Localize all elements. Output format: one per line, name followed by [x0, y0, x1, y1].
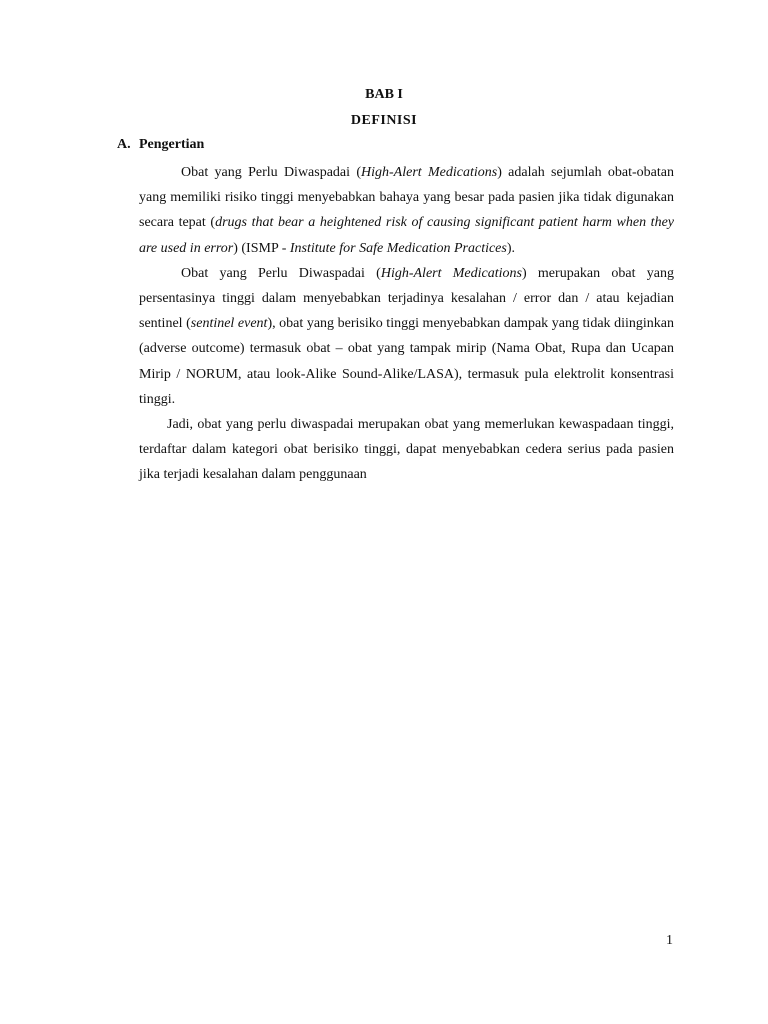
italic-term: Institute for Safe Medication Practices — [289, 240, 507, 256]
paragraph-2 — [139, 261, 674, 412]
text-segment: Obat yang Perlu Diwaspadai ( — [181, 265, 381, 281]
text-segment: ), obat yang berisiko tinggi menyebabkan dampak yang tidak diinginkan (adverse outcome) termasuk obat – obat yang tampak mirip (Nama Obat, Rupa dan Ucapan Mirip / NORUM, atau look-Alike Sound-Alike/LASA), termasuk pula elektrolit konsentrasi tinggi. — [139, 316, 674, 407]
chapter-title: DEFINISI — [350, 113, 418, 128]
text-segment: ) merupakan obat yang persentasinya tinggi dalam menyebabkan terjadinya kesalahan / error dan / atau kejadian sentinel ( — [139, 265, 674, 332]
body-text — [139, 160, 674, 488]
text-segment: ) (ISMP - — [233, 240, 290, 256]
section-number: A. — [117, 137, 131, 152]
paragraph-3 — [139, 412, 674, 488]
text-segment: Jadi, obat yang perlu diwaspadai merupakan obat yang memerlukan kewaspadaan tinggi, terdaftar dalam kategori obat berisiko tinggi, dapat menyebabkan cedera serius pada pasien jika terjadi kesalahan dalam penggunaan — [139, 417, 674, 483]
italic-term: High-Alert Medications — [361, 165, 498, 180]
section-title: Pengertian — [139, 137, 205, 152]
section-heading — [117, 137, 204, 153]
italic-term: drugs that bear a heightened risk of causing significant patient harm when they are used in error — [139, 215, 674, 256]
text-segment: Obat yang Perlu Diwaspadai ( — [181, 165, 362, 180]
paragraph-1 — [139, 160, 674, 261]
chapter-number: BAB I — [365, 87, 403, 102]
italic-term: sentinel event — [190, 316, 268, 332]
italic-term: High-Alert Medications — [380, 265, 522, 281]
text-segment: ). — [506, 240, 516, 256]
text-segment: ) adalah sejumlah obat-obatan yang memiliki risiko tinggi menyebabkan bahaya yang besar pada pasien jika tidak digunakan secara tepat ( — [139, 165, 674, 231]
page-number: 1 — [666, 933, 673, 948]
